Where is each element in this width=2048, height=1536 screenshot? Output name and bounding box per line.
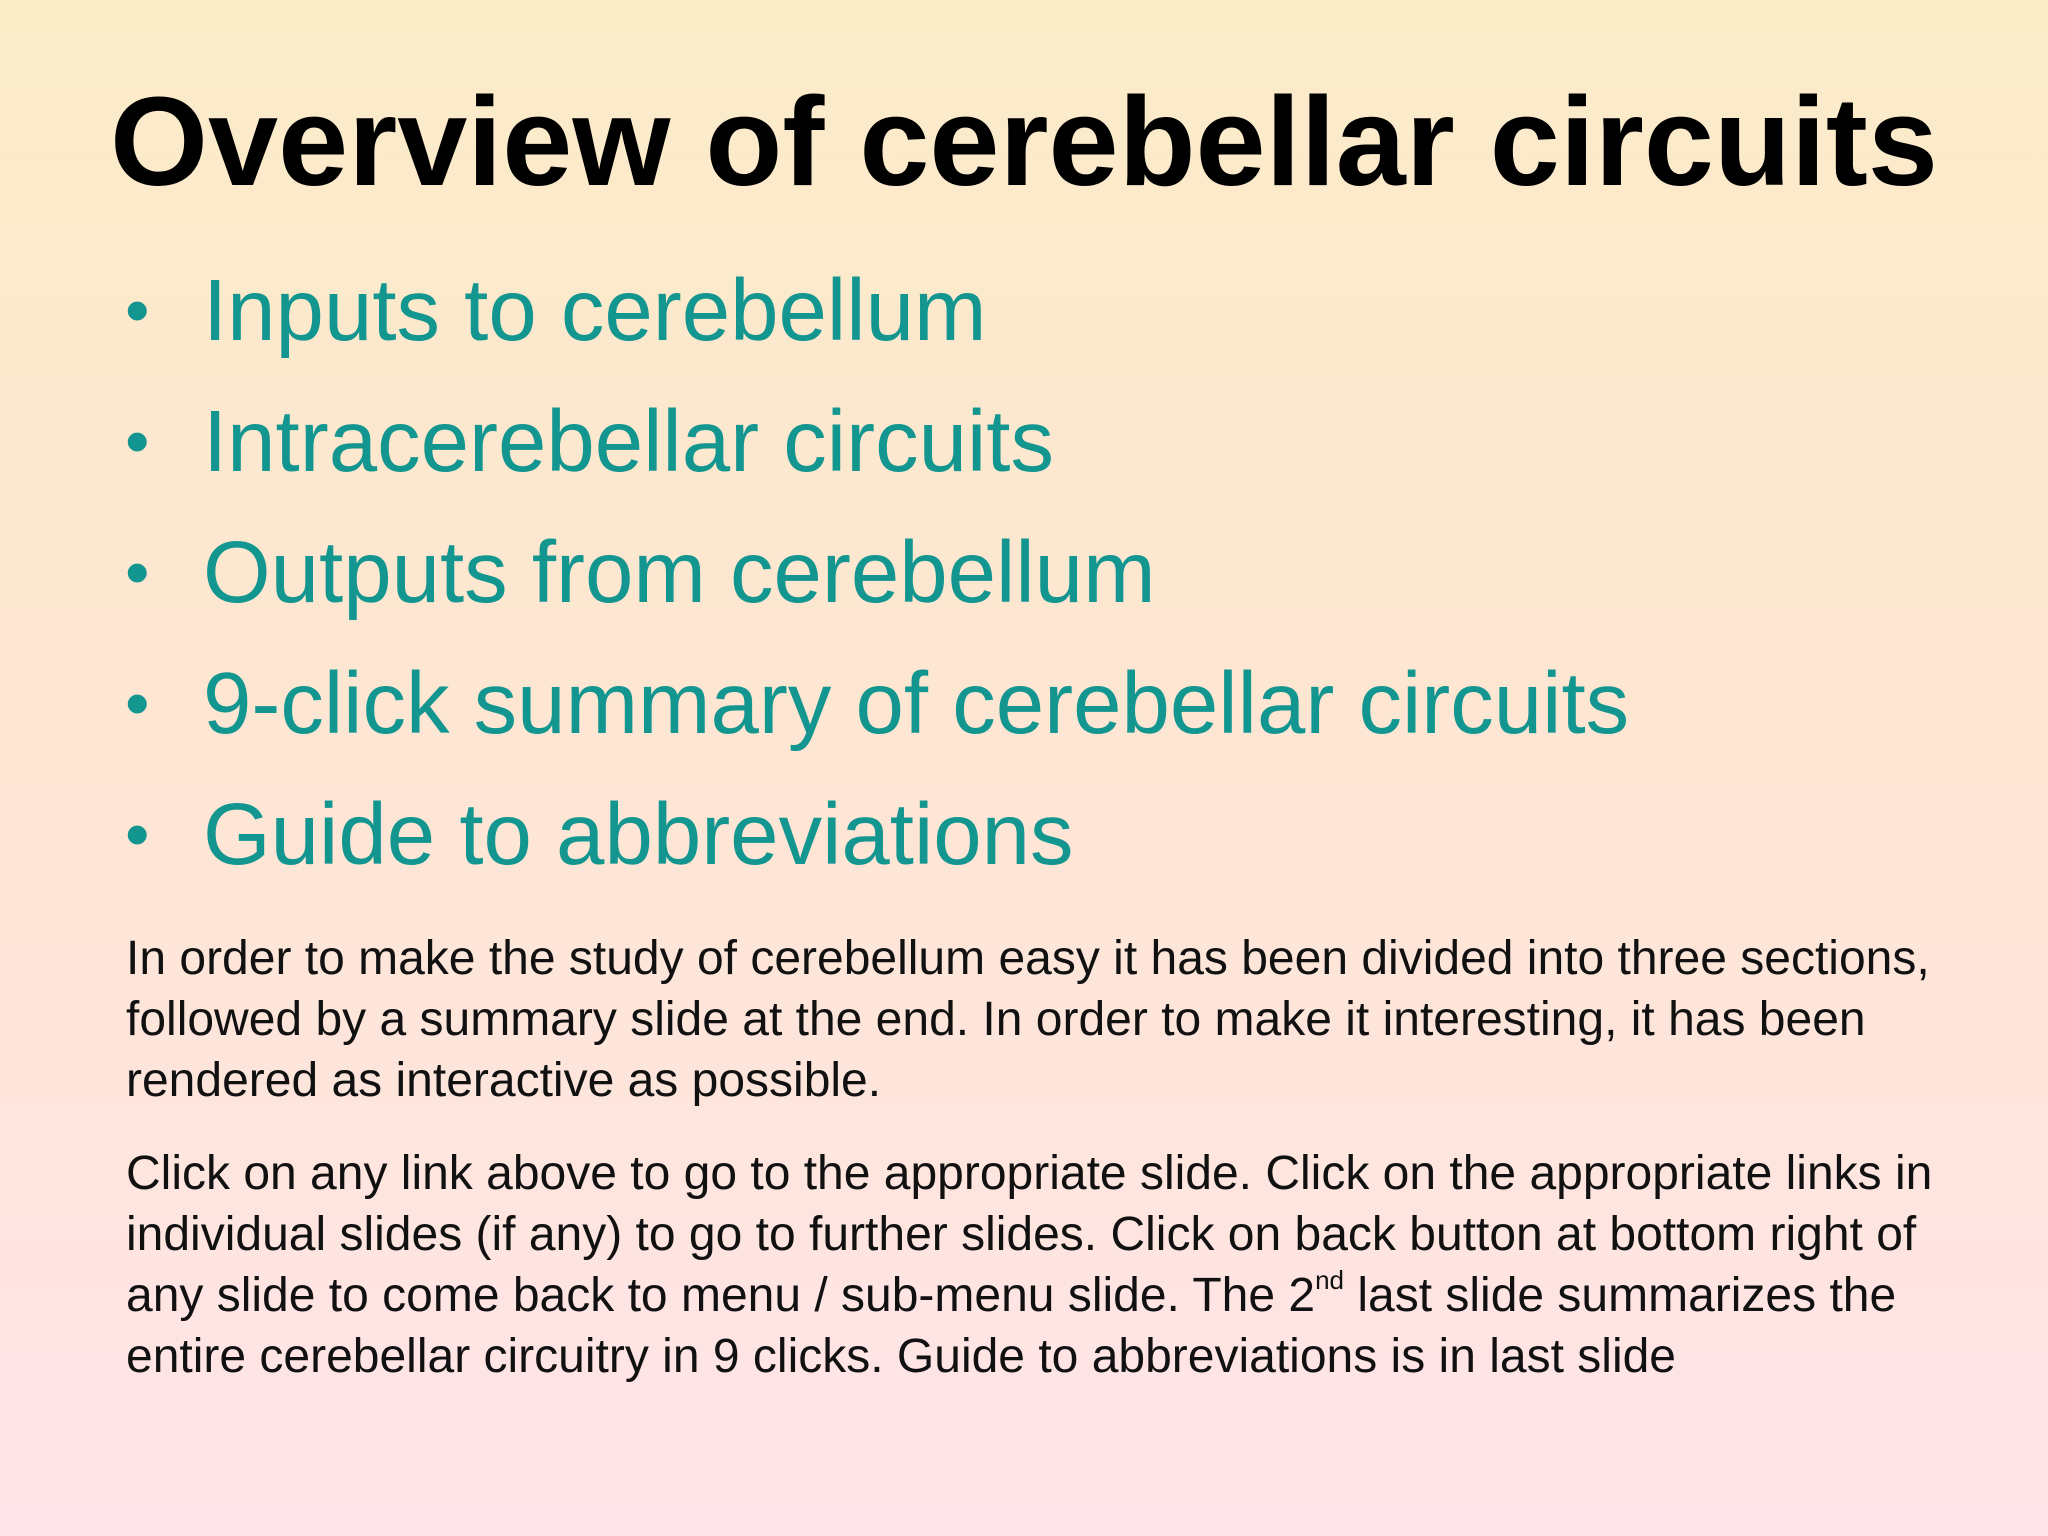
menu-link-outputs[interactable]: [125, 507, 1629, 638]
bullet-icon: •: [125, 664, 150, 742]
menu-link-label[interactable]: 9-click summary of cerebellar circuits: [203, 655, 1630, 752]
menu-link-label[interactable]: Outputs from cerebellum: [203, 524, 1156, 621]
menu-link-label[interactable]: Intracerebellar circuits: [203, 393, 1054, 490]
menu-link-summary[interactable]: [125, 638, 1629, 769]
menu-link-inputs[interactable]: [125, 245, 1629, 376]
menu-link-label[interactable]: Guide to abbreviations: [203, 786, 1074, 883]
intro-paragraph: In order to make the study of cerebellum easy it has been divided into three sections, followed by a summary slide at the end. In order to make it interesting, it has been rendered as interactive as possible.: [126, 932, 1930, 1107]
menu-link-label[interactable]: Inputs to cerebellum: [203, 262, 987, 359]
bullet-icon: •: [125, 271, 150, 349]
instructions-text-part1: Click on any link above to go to the appropriate slide. Click on the appropriate links in individual slides (if any) to go to further slides. Click on back button at bottom right of any slide to come back to menu / sub-menu slide. The 2: [126, 1147, 1933, 1322]
link-menu: [125, 245, 1629, 900]
bullet-icon: •: [125, 402, 150, 480]
menu-link-intracerebellar[interactable]: [125, 376, 1629, 507]
bullet-icon: •: [125, 533, 150, 611]
menu-link-abbreviations[interactable]: [125, 769, 1629, 900]
ordinal-superscript: nd: [1315, 1265, 1344, 1295]
bullet-icon: •: [125, 795, 150, 873]
instructions-paragraph: [126, 1143, 2006, 1387]
slide-title: Overview of cerebellar circuits: [110, 71, 1938, 212]
instructions-text-part2: last slide summarizes the entire cerebellar circuitry in 9 clicks. Guide to abbreviations is in last slide: [126, 1269, 1897, 1383]
